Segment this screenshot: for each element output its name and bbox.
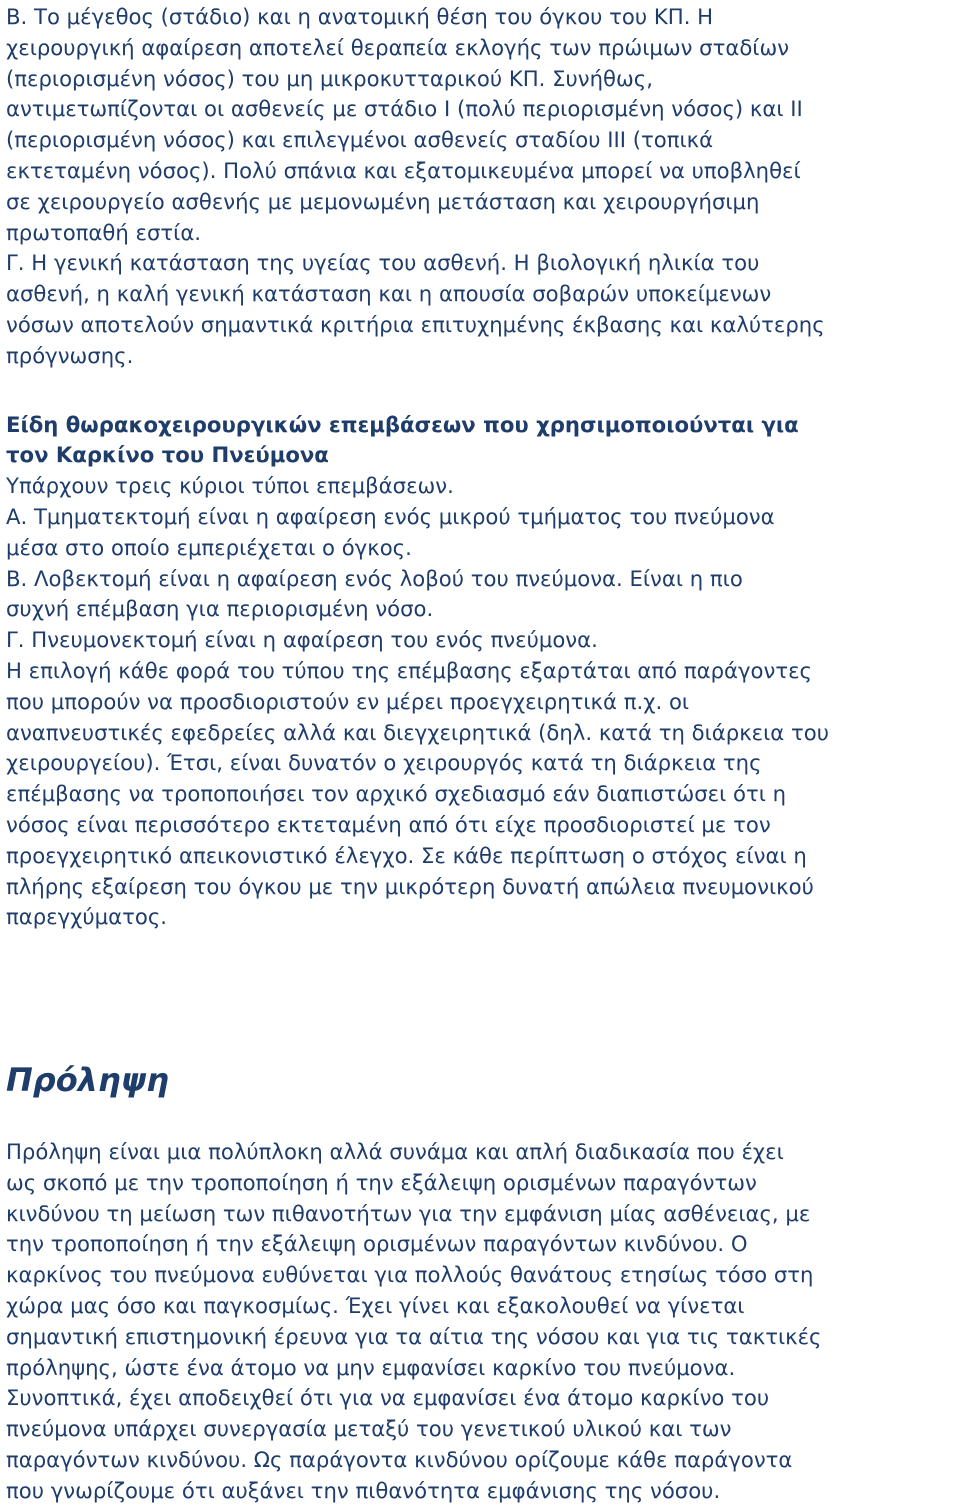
text-line: σημαντική επιστημονική έρευνα για τα αίτια της νόσου και για τις τακτικές — [6, 1323, 822, 1349]
prevention-section — [6, 1137, 956, 1507]
text-line: αντιμετωπίζονται οι ασθενείς με στάδιο Ι (πολύ περιορισμένη νόσος) και ΙΙ — [6, 96, 803, 122]
text-line: Πρόληψη είναι μια πολύπλοκη αλλά συνάμα και απλή διαδικασία που έχει — [6, 1139, 784, 1164]
text-line: πρόληψης, ώστε ένα άτομο να μην εμφανίσει καρκίνο του πνεύμονα. — [6, 1354, 736, 1380]
text-line: σε χειρουργείο ασθενής με μεμονωμένη μετάσταση και χειρουργήσιμη — [6, 188, 760, 214]
text-line: χειρουργείου). Έτσι, είναι δυνατόν ο χειρουργός κατά τη διάρκεια της — [6, 750, 762, 776]
text-line: χώρα μας όσο και παγκοσμίως. Έχει γίνει και εξακολουθεί να γίνεται — [6, 1292, 745, 1318]
text-line: (περιορισμένη νόσος) και επιλεγμένοι ασθενείς σταδίου ΙΙΙ (τοπικά — [6, 127, 714, 153]
text-line: Β. Το μέγεθος (στάδιο) και η ανατομική θέση του όγκου του ΚΠ. Η — [6, 4, 714, 29]
intro-paragraph — [6, 0, 956, 372]
text-line: που μπορούν να προσδιοριστούν εν μέρει προεγχειρητικά π.χ. οι — [6, 688, 690, 714]
text-line: συχνή επέμβαση για περιορισμένη νόσο. — [6, 596, 434, 622]
title-line: τον Καρκίνο του Πνεύμονα — [6, 442, 329, 468]
text-line: Συνοπτικά, έχει αποδειχθεί ότι για να εμφανίσει ένα άτομο καρκίνο του — [6, 1385, 770, 1411]
text-line: μέσα στο οποίο εμπεριέχεται ο όγκος. — [6, 534, 412, 560]
surgery-types-paragraph — [6, 471, 956, 933]
prevention-paragraph — [6, 1137, 956, 1507]
text-line: αναπνευστικές εφεδρείες αλλά και διεγχειρητικά (δηλ. κατά τη διάρκεια του — [6, 719, 829, 745]
text-line: παραγόντων κινδύνου. Ως παράγοντα κινδύνου ορίζουμε κάθε παράγοντα — [6, 1446, 793, 1472]
prevention-heading: Πρόληψη — [6, 1061, 169, 1099]
text-line: ασθενή, η καλή γενική κατάσταση και η απουσία σοβαρών υποκείμενων — [6, 281, 772, 307]
text-line: νόσων αποτελούν σημαντικά κριτήρια επιτυχημένης έκβασης και καλύτερης — [6, 311, 825, 337]
text-line: νόσος είναι περισσότερο εκτεταμένη από ότι είχε προσδιοριστεί με τον — [6, 811, 771, 837]
document-page — [6, 0, 956, 933]
text-line: Β. Λοβεκτομή είναι η αφαίρεση ενός λοβού του πνεύμονα. Είναι η πιο — [6, 565, 743, 591]
text-line: προεγχειρητικό απεικονιστικό έλεγχο. Σε κάθε περίπτωση ο στόχος είναι η — [6, 842, 807, 868]
title-line: Είδη θωρακοχειρουργικών επεμβάσεων που χρησιμοποιούνται για — [6, 411, 799, 437]
text-line: (περιορισμένη νόσος) του μη μικροκυτταρικού ΚΠ. Συνήθως, — [6, 65, 653, 91]
text-line: Η επιλογή κάθε φορά του τύπου της επέμβασης εξαρτάται από παράγοντες — [6, 657, 812, 683]
text-line: που γνωρίζουμε ότι αυξάνει την πιθανότητα εμφάνισης της νόσου. — [6, 1477, 721, 1503]
text-line: Α. Τμηματεκτομή είναι η αφαίρεση ενός μικρού τμήματος του πνεύμονα — [6, 503, 775, 529]
text-line: Υπάρχουν τρεις κύριοι τύποι επεμβάσεων. — [6, 473, 454, 499]
text-line: Γ. Πνευμονεκτομή είναι η αφαίρεση του ενός πνεύμονα. — [6, 627, 598, 653]
text-line: παρεγχύματος. — [6, 904, 167, 930]
text-line: πρόγνωσης. — [6, 342, 134, 368]
text-line: πλήρης εξαίρεση του όγκου με την μικρότερη δυνατή απώλεια πνευμονικού — [6, 873, 814, 899]
text-line: επέμβασης να τροποποιήσει τον αρχικό σχεδιασμό εάν διαπιστώσει ότι η — [6, 781, 787, 807]
surgery-types-title — [6, 410, 956, 472]
text-line: πρωτοπαθή εστία. — [6, 219, 202, 245]
text-line: εκτεταμένη νόσος). Πολύ σπάνια και εξατομικευμένα μπορεί να υποβληθεί — [6, 157, 801, 183]
text-line: Γ. Η γενική κατάσταση της υγείας του ασθενή. Η βιολογική ηλικία του — [6, 250, 760, 276]
text-line: κινδύνου τη μείωση των πιθανοτήτων για την εμφάνιση μίας ασθένειας, με — [6, 1200, 811, 1226]
text-line: καρκίνος του πνεύμονα ευθύνεται για πολλούς θανάτους ετησίως τόσο στη — [6, 1262, 814, 1288]
text-line: χειρουργική αφαίρεση αποτελεί θεραπεία εκλογής των πρώιμων σταδίων — [6, 34, 790, 60]
text-line: την τροποποίηση ή την εξάλειψη ορισμένων παραγόντων κινδύνου. Ο — [6, 1231, 748, 1257]
text-line: ως σκοπό με την τροποποίηση ή την εξάλειψη ορισμένων παραγόντων — [6, 1169, 757, 1195]
text-line: πνεύμονα υπάρχει συνεργασία μεταξύ του γενετικού υλικού και των — [6, 1416, 732, 1442]
